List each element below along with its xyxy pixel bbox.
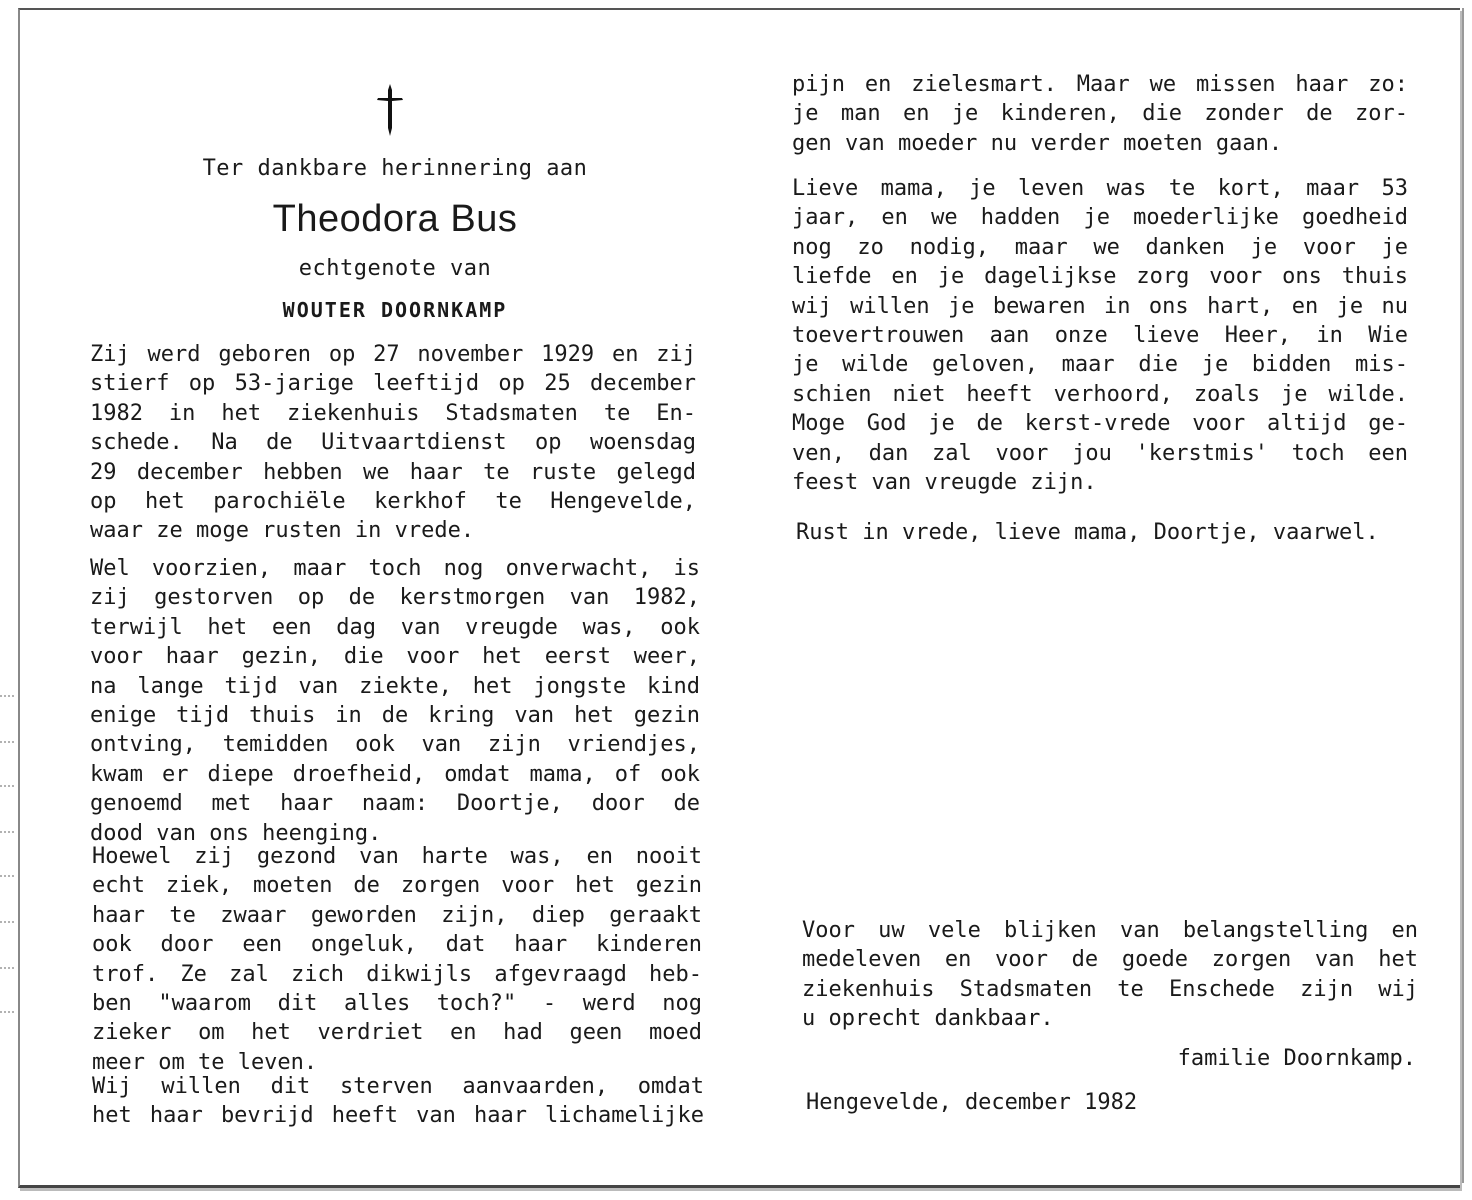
family-signature: familie Doornkamp. <box>1177 1046 1416 1071</box>
thanks-paragraph <box>802 916 1418 1034</box>
spouse-name: WOUTER DOORNKAMP <box>282 298 508 322</box>
text-line: zieker om het verdriet en had geen moed <box>92 1020 702 1046</box>
text-line: nog zo nodig, maar we danken je voor je <box>792 234 1408 260</box>
scan-edge-marks <box>0 0 18 1200</box>
right-panel <box>740 10 1460 1185</box>
farewell-paragraph <box>792 174 1408 497</box>
intro-text: Ter dankbare herinnering aan <box>202 156 588 181</box>
text-line: terwijl het een dag van vreugde was, ook <box>90 614 700 640</box>
pain-paragraph <box>792 70 1408 158</box>
text-line: zij gestorven op de kerstmorgen van 1982, <box>90 585 700 611</box>
text-line: ook door een ongeluk, dat haar kinderen <box>92 932 702 958</box>
text-line: voor haar gezin, die voor het eerst weer, <box>90 644 700 670</box>
text-line: medeleven en voor de goede zorgen van het <box>802 947 1418 973</box>
left-panel <box>20 10 740 1185</box>
text-line: gen van moeder nu verder moeten gaan. <box>792 130 1283 156</box>
text-line: schien niet heeft verhoord, zoals je wilde. <box>792 381 1408 407</box>
text-line: trof. Ze zal zich dikwijls afgevraagd heb- <box>92 961 702 987</box>
text-line: ziekenhuis Stadsmaten te Enschede zijn wij <box>802 976 1418 1002</box>
text-line: ven, dan zal voor jou 'kerstmis' toch een <box>792 440 1408 466</box>
text-line: dood van ons heenging. <box>90 820 382 846</box>
text-line: liefde en je dagelijkse zorg voor ons thuis <box>792 264 1408 290</box>
christmas-paragraph <box>90 554 700 848</box>
text-line: 1982 in het ziekenhuis Stadsmaten te En- <box>90 400 696 426</box>
text-line: op het parochiële kerkhof te Hengevelde, <box>90 489 696 515</box>
text-line: je wilde geloven, maar die je bidden mis- <box>792 352 1408 378</box>
text-line: haar te zwaar geworden zijn, diep geraakt <box>92 902 702 928</box>
text-line: 29 december hebben we haar te ruste gelegd <box>90 459 696 485</box>
text-line: Voor uw vele blijken van belangstelling en <box>802 918 1418 943</box>
spouse-label: echtgenote van <box>298 256 492 281</box>
latin-cross-icon <box>375 84 405 136</box>
text-line: het haar bevrijd heeft van haar lichamelijke <box>92 1103 704 1129</box>
text-line: enige tijd thuis in de kring van het gezin <box>90 703 700 729</box>
text-line: Lieve mama, je leven was te kort, maar 53 <box>792 176 1408 201</box>
text-line: genoemd met haar naam: Doortje, door de <box>90 791 700 817</box>
text-line: toevertrouwen aan onze lieve Heer, in Wie <box>792 323 1408 349</box>
deceased-name: Theodora Bus <box>272 198 518 240</box>
text-line: meer om te leven. <box>92 1049 318 1075</box>
text-line: feest van vreugde zijn. <box>792 470 1097 496</box>
text-line: ontving, temidden ook van zijn vriendjes, <box>90 732 700 758</box>
text-line: Zij werd geboren op 27 november 1929 en zij <box>90 342 696 367</box>
text-line: waar ze moge rusten in vrede. <box>90 518 475 544</box>
text-line: Wij willen dit sterven aanvaarden, omdat <box>92 1074 704 1099</box>
text-line: schede. Na de Uitvaartdienst op woensdag <box>90 430 696 456</box>
text-line: na lange tijd van ziekte, het jongste kind <box>90 673 700 699</box>
text-line: ben "waarom dit alles toch?" - werd nog <box>92 991 702 1017</box>
text-line: Rust in vrede, lieve mama, Doortje, vaarwel. <box>796 520 1379 545</box>
text-line: kwam er diepe droefheid, omdat mama, of ook <box>90 761 700 787</box>
memorial-card <box>18 8 1460 1188</box>
text-line: Wel voorzien, maar toch nog onverwacht, is <box>90 556 700 581</box>
birth-death-paragraph <box>90 340 696 546</box>
text-line: wij willen je bewaren in ons hart, en je nu <box>792 293 1408 319</box>
rest-in-peace-line <box>796 518 1416 547</box>
text-line: jaar, en we hadden je moederlijke goedheid <box>792 205 1408 231</box>
text-line: Moge God je de kerst-vrede voor altijd ge- <box>792 411 1408 437</box>
text-line: Hoewel zij gezond van harte was, en nooit <box>92 844 702 869</box>
text-line: echt ziek, moeten de zorgen voor het gezin <box>92 873 702 899</box>
acceptance-paragraph <box>92 1072 704 1131</box>
text-line: u oprecht dankbaar. <box>802 1006 1054 1032</box>
place-date: Hengevelde, december 1982 <box>806 1090 1138 1115</box>
health-paragraph <box>92 842 702 1077</box>
text-line: stierf op 53-jarige leeftijd op 25 december <box>90 371 696 397</box>
text-line: je man en je kinderen, die zonder de zor- <box>792 101 1408 127</box>
text-line: pijn en zielesmart. Maar we missen haar zo: <box>792 72 1408 97</box>
